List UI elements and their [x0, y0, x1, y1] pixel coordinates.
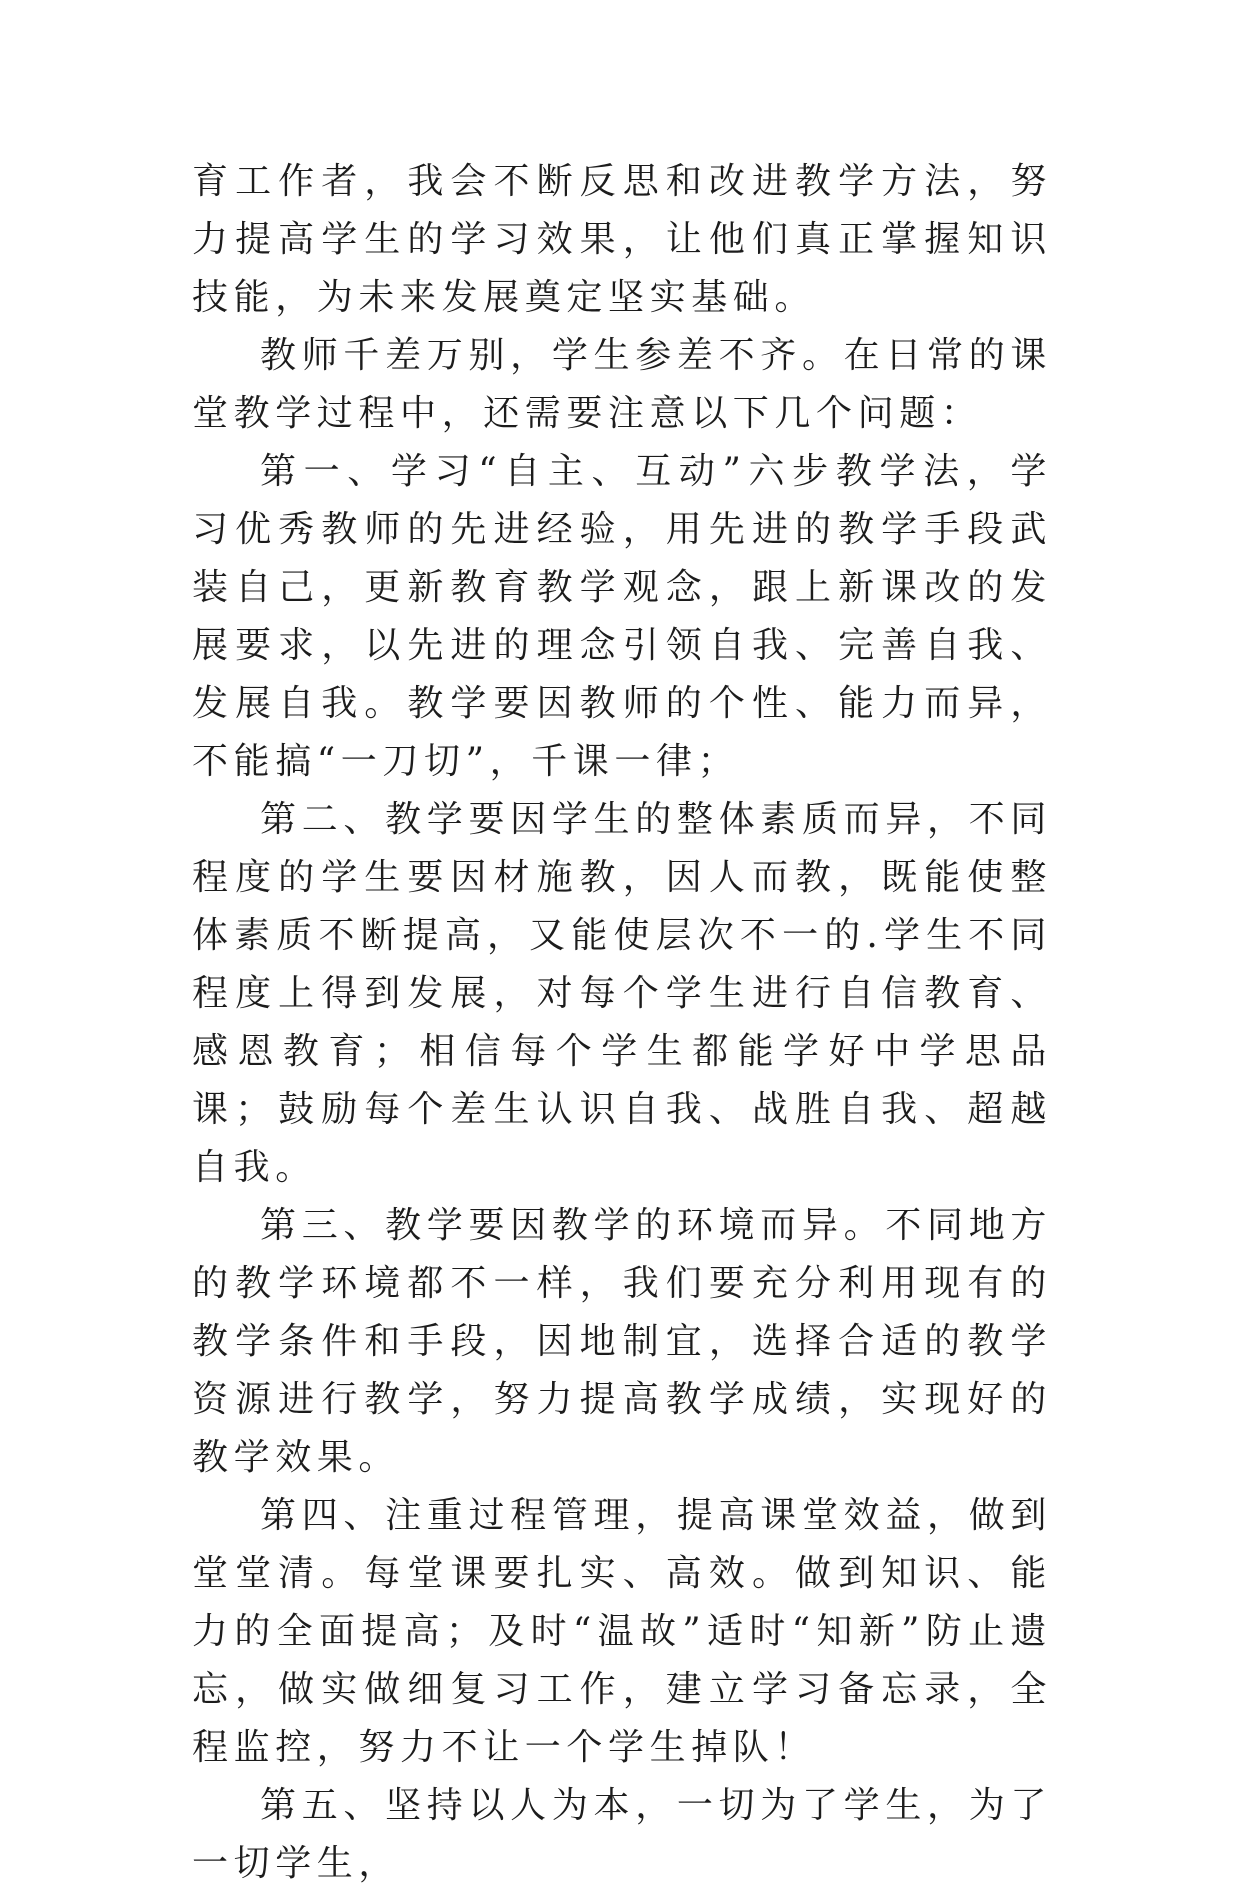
paragraph-intro: 教师千差万别，学生参差不齐。在日常的课堂教学过程中，还需要注意以下几个问题：	[192, 335, 1052, 434]
paragraph-continued: 育工作者，我会不断反思和改进教学方法，努力提高学生的学习效果，让他们真正掌握知识技能，为未来发展奠定坚实基础。	[192, 161, 1052, 318]
paragraph-point-4: 第四、注重过程管理，提高课堂效益，做到堂堂清。每堂课要扎实、高效。做到知识、能力的全面提高；及时“温故”适时“知新”防止遗忘，做实做细复习工作，建立学习备忘录，全程监控，努力不让一个学生掉队！	[192, 1495, 1052, 1768]
paragraph-point-1: 第一、学习“自主、互动”六步教学法，学习优秀教师的先进经验，用先进的教学手段武装自己，更新教育教学观念，跟上新课改的发展要求，以先进的理念引领自我、完善自我、发展自我。教学要因教师的个性、能力而异，不能搞“一刀切”，千课一律；	[192, 451, 1052, 782]
body-text	[192, 153, 1052, 1893]
paragraph-point-5: 第五、坚持以人为本，一切为了学生，为了一切学生，	[192, 1785, 1052, 1884]
paragraph-point-3: 第三、教学要因教学的环境而异。不同地方的教学环境都不一样，我们要充分利用现有的教学条件和手段，因地制宜，选择合适的教学资源进行教学，努力提高教学成绩，实现好的教学效果。	[192, 1205, 1052, 1478]
paragraph-point-2: 第二、教学要因学生的整体素质而异，不同程度的学生要因材施教，因人而教，既能使整体素质不断提高，又能使层次不一的.学生不同程度上得到发展，对每个学生进行自信教育、感恩教育；相信每个学生都能学好中学思品课；鼓励每个差生认识自我、战胜自我、超越自我。	[192, 799, 1052, 1188]
